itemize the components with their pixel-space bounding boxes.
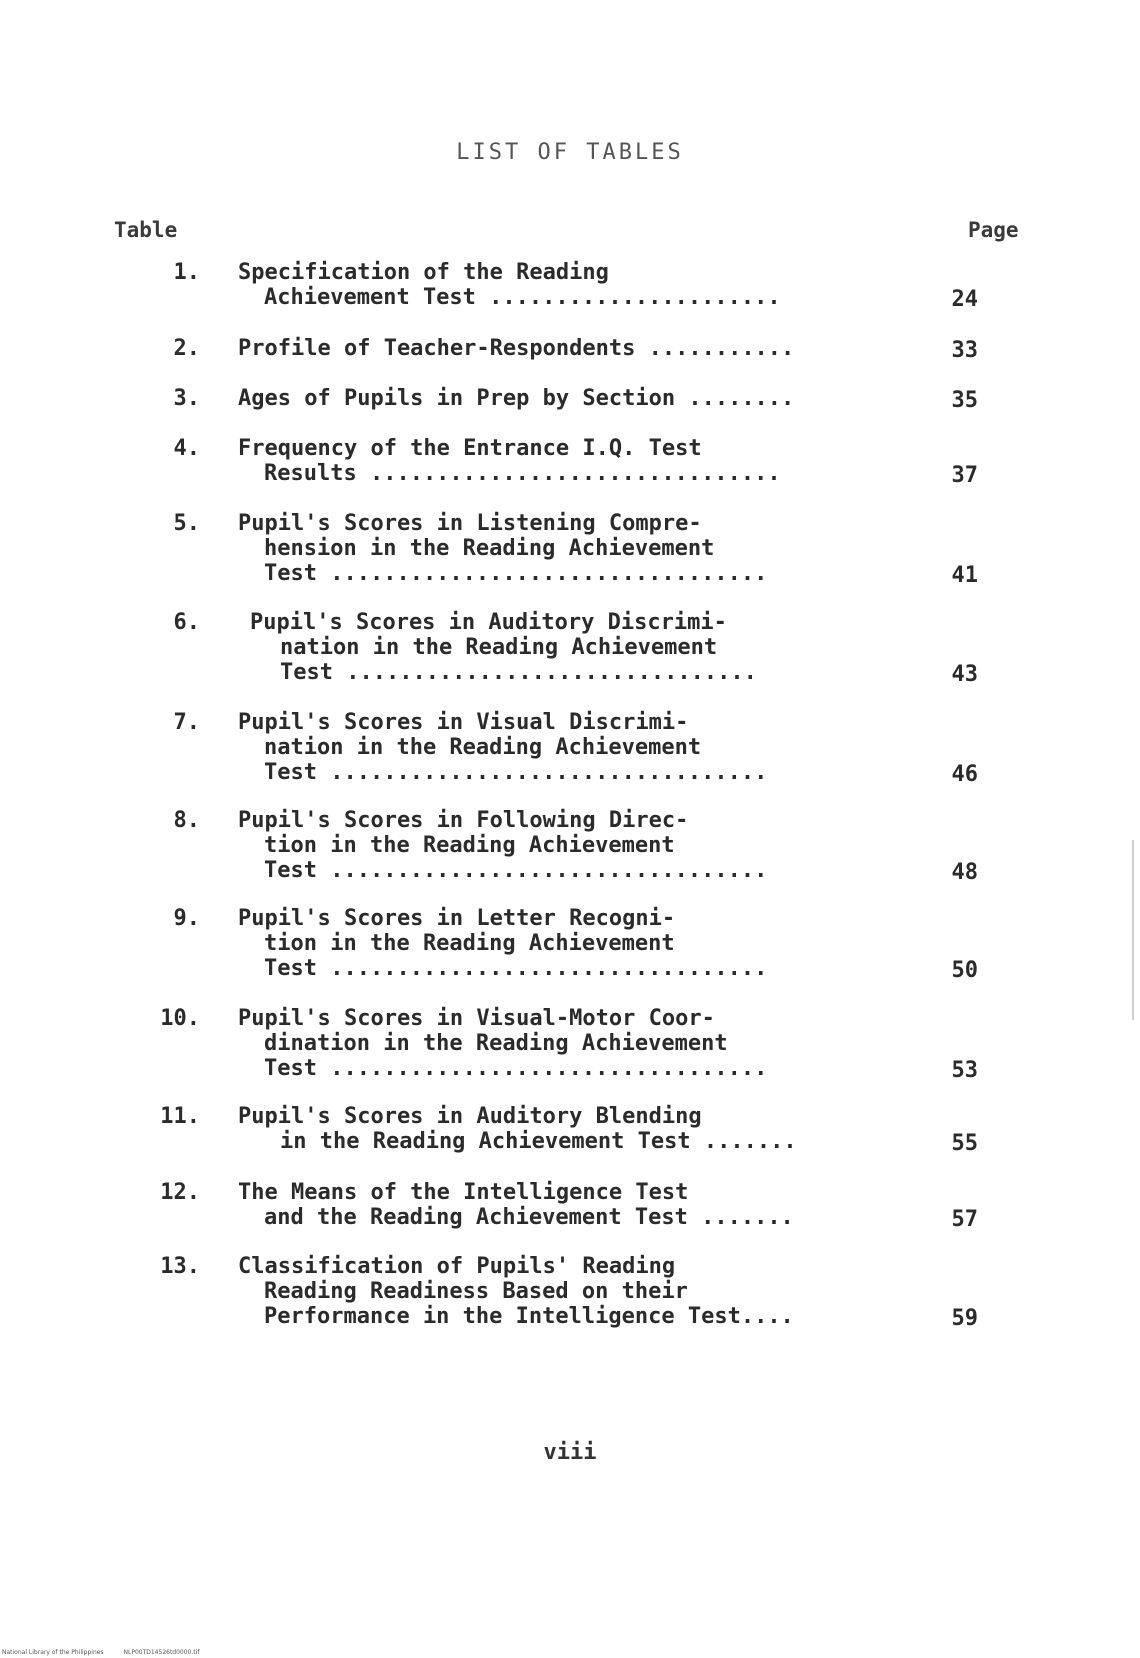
table-column-label: Table [114, 218, 178, 242]
entry-number: 4. [173, 436, 200, 461]
entry-text-line: Pupil's Scores in Visual-Motor Coor- [238, 1006, 715, 1031]
entry-text-line: nation in the Reading Achievement [264, 735, 702, 760]
entry-number: 3. [173, 386, 200, 411]
entry-text-line: Test ............................... [280, 660, 757, 685]
entry-number: 6. [173, 610, 200, 635]
entry-text-line: Achievement Test ...................... [264, 285, 781, 310]
entry-text-line: tion in the Reading Achievement [264, 833, 675, 858]
entry-page-number: 43 [951, 662, 978, 687]
page-column-label: Page [968, 218, 1019, 242]
footer-file: NLP00TD14526td0000.tif [123, 1649, 200, 1656]
entry-page-number: 41 [951, 563, 978, 588]
footer-library: National Library of the Philippines [2, 1649, 104, 1656]
entry-text-line: dination in the Reading Achievement [264, 1031, 728, 1056]
entry-text-line: hension in the Reading Achievement [264, 536, 715, 561]
entry-number: 5. [173, 511, 200, 536]
entry-text-line: Pupil's Scores in Visual Discrimi- [238, 710, 689, 735]
entry-page-number: 57 [951, 1207, 978, 1232]
entry-text-line: Test ................................. [264, 956, 768, 981]
entry-text-line: Test ................................. [264, 760, 768, 785]
entry-text-line: nation in the Reading Achievement [280, 635, 718, 660]
entry-text-line: in the Reading Achievement Test ....... [280, 1129, 797, 1154]
entry-page-number: 55 [951, 1131, 978, 1156]
entry-number: 13. [160, 1254, 200, 1279]
entry-text-line: Pupil's Scores in Listening Compre- [238, 511, 702, 536]
entry-text-line: The Means of the Intelligence Test [238, 1180, 689, 1205]
entry-page-number: 46 [951, 762, 978, 787]
page-title: LIST OF TABLES [456, 140, 684, 165]
entry-text-line: Specification of the Reading [238, 260, 609, 285]
entry-text-line: Ages of Pupils in Prep by Section ........ [238, 386, 795, 411]
entry-text-line: Pupil's Scores in Auditory Discrimi- [250, 610, 727, 635]
entry-text-line: Test ................................. [264, 561, 768, 586]
entry-number: 10. [160, 1006, 200, 1031]
entry-text-line: Pupil's Scores in Following Direc- [238, 808, 689, 833]
entry-text-line: Profile of Teacher-Respondents ........... [238, 336, 795, 361]
entry-text-line: Test ................................. [264, 1056, 768, 1081]
entry-page-number: 33 [951, 338, 978, 363]
entry-number: 7. [173, 710, 200, 735]
entry-page-number: 59 [951, 1306, 978, 1331]
entry-number: 8. [173, 808, 200, 833]
entry-number: 1. [173, 260, 200, 285]
entry-text-line: Pupil's Scores in Letter Recogni- [238, 906, 676, 931]
entry-text-line: Test ................................. [264, 858, 768, 883]
entry-text-line: tion in the Reading Achievement [264, 931, 675, 956]
scan-edge-mark [1132, 840, 1134, 1020]
entry-page-number: 24 [951, 287, 978, 312]
entry-text-line: Classification of Pupils' Reading [238, 1254, 676, 1279]
entry-text-line: Results ............................... [264, 461, 781, 486]
entry-page-number: 53 [951, 1058, 978, 1083]
entry-page-number: 50 [951, 958, 978, 983]
page-folio: viii [543, 1440, 597, 1465]
entry-page-number: 48 [951, 860, 978, 885]
entry-number: 12. [160, 1180, 200, 1205]
entry-page-number: 37 [951, 463, 978, 488]
entry-text-line: Performance in the Intelligence Test.... [264, 1304, 794, 1329]
entry-text-line: Frequency of the Entrance I.Q. Test [238, 436, 702, 461]
entry-number: 9. [173, 906, 200, 931]
entry-number: 2. [173, 336, 200, 361]
entry-page-number: 35 [951, 388, 978, 413]
entry-number: 11. [160, 1104, 200, 1129]
entry-text-line: and the Reading Achievement Test ....... [264, 1205, 794, 1230]
entry-text-line: Reading Readiness Based on their [264, 1279, 688, 1304]
entry-text-line: Pupil's Scores in Auditory Blending [238, 1104, 702, 1129]
scan-footer [2, 1649, 217, 1656]
